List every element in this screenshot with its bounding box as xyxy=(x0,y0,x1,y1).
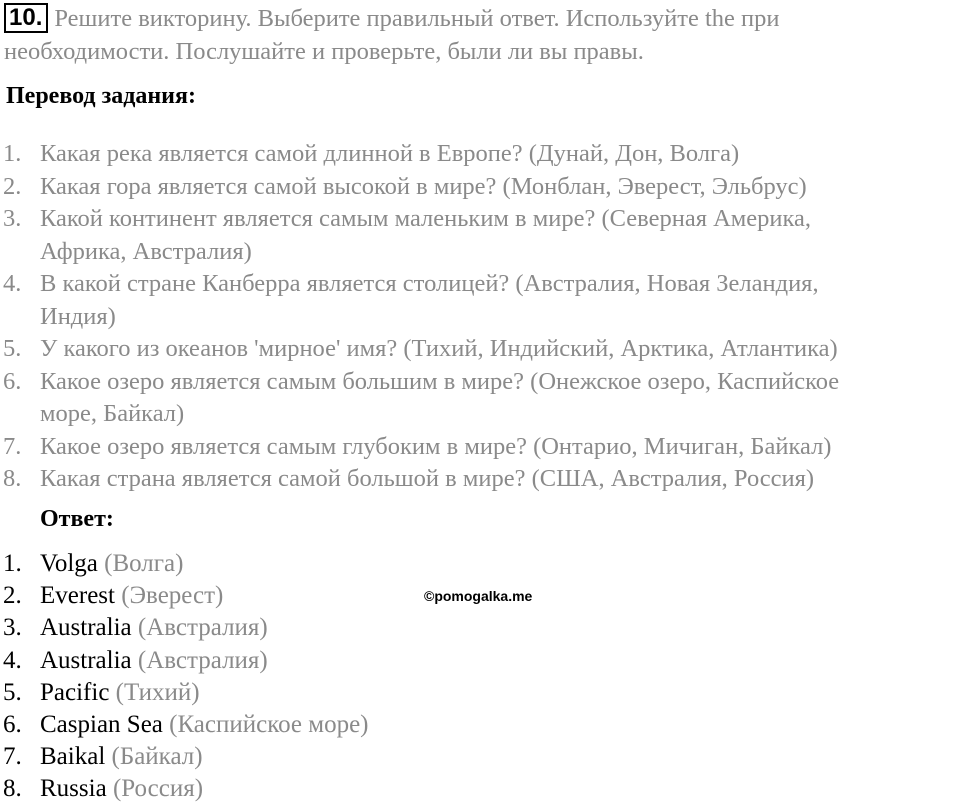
question-text-continued: Индия) xyxy=(40,302,116,330)
question-item xyxy=(0,171,960,204)
translation-title: Перевод задания: xyxy=(6,83,196,109)
question-text: Какое озеро является самым большим в мире? (Онежское озеро, Каспийское xyxy=(40,367,840,395)
question-text: Какая река является самой длинной в Европе? (Дунай, Дон, Волга) xyxy=(40,140,740,167)
answer-russian: (Каспийское море) xyxy=(169,711,369,739)
answer-russian: (Байкал) xyxy=(111,743,203,771)
question-text: У какого из океанов 'мирное' имя? (Тихий, Индийский, Арктика, Атлантика) xyxy=(40,335,838,362)
question-number: 7. xyxy=(3,432,22,460)
question-text: Какое озеро является самым глубоким в мире? (Онтарио, Мичиган, Байкал) xyxy=(40,432,832,460)
answer-russian: (Тихий) xyxy=(115,678,200,706)
answer-russian: (Волга) xyxy=(104,550,184,577)
task-header xyxy=(0,2,960,68)
answer-list xyxy=(0,548,369,806)
answer-russian: (Австралия) xyxy=(137,646,268,674)
question-number: 5. xyxy=(3,335,22,362)
answer-number: 7. xyxy=(3,743,22,771)
question-item xyxy=(0,463,960,496)
question-text: Какой континент является самым маленьким в мире? (Северная Америка, xyxy=(40,205,812,232)
answer-english: Volga xyxy=(40,550,98,577)
task-number-badge: 10. xyxy=(4,3,48,33)
answer-english: Caspian Sea xyxy=(40,711,163,739)
task-instruction-text-1: Решите викторину. Выберите правильный ответ. Используйте the при xyxy=(54,5,780,32)
answer-number: 6. xyxy=(3,711,22,739)
answer-title: Ответ: xyxy=(40,506,114,532)
answer-english: Russia xyxy=(40,775,107,803)
question-number: 3. xyxy=(3,205,22,232)
answer-number: 3. xyxy=(3,614,22,642)
answer-russian: (Австралия) xyxy=(137,614,268,642)
answer-english: Baikal xyxy=(40,743,106,771)
answer-item xyxy=(0,741,369,773)
answer-number: 4. xyxy=(3,646,22,674)
answer-russian: (Россия) xyxy=(112,775,204,803)
answer-item xyxy=(0,677,369,709)
question-text: Какая страна является самой большой в мире? (США, Австралия, Россия) xyxy=(40,465,815,492)
question-item xyxy=(0,203,960,268)
question-list xyxy=(0,138,960,496)
answer-item xyxy=(0,580,369,612)
answer-number: 1. xyxy=(3,550,22,577)
question-item xyxy=(0,138,960,171)
question-number: 8. xyxy=(3,465,22,492)
question-text-continued: Африка, Австралия) xyxy=(40,237,252,265)
question-number: 6. xyxy=(3,367,22,395)
question-item xyxy=(0,366,960,431)
answer-russian: (Эверест) xyxy=(121,582,224,610)
answer-item xyxy=(0,645,369,677)
answer-item xyxy=(0,709,369,741)
watermark: ©pomogalka.me xyxy=(424,588,533,604)
answer-english: Australia xyxy=(40,646,132,674)
answer-english: Everest xyxy=(40,582,115,610)
answer-english: Pacific xyxy=(40,678,110,706)
question-item xyxy=(0,333,960,366)
answer-number: 2. xyxy=(3,582,22,610)
question-text: В какой стране Канберра является столицей? (Австралия, Новая Зеландия, xyxy=(40,270,819,297)
answer-item xyxy=(0,612,369,644)
answer-number: 8. xyxy=(3,775,22,803)
answer-item xyxy=(0,548,369,580)
task-instruction-line-1 xyxy=(0,2,960,35)
question-text-continued: море, Байкал) xyxy=(40,400,185,427)
answer-item xyxy=(0,773,369,805)
task-instruction-line-2: необходимости. Послушайте и проверьте, были ли вы правы. xyxy=(4,38,644,65)
answer-english: Australia xyxy=(40,614,132,642)
question-item xyxy=(0,268,960,333)
question-item xyxy=(0,431,960,464)
question-text: Какая гора является самой высокой в мире? (Монблан, Эверест, Эльбрус) xyxy=(40,172,807,200)
question-number: 2. xyxy=(3,172,22,200)
answer-number: 5. xyxy=(3,678,22,706)
question-number: 1. xyxy=(3,140,22,167)
question-number: 4. xyxy=(3,270,22,297)
